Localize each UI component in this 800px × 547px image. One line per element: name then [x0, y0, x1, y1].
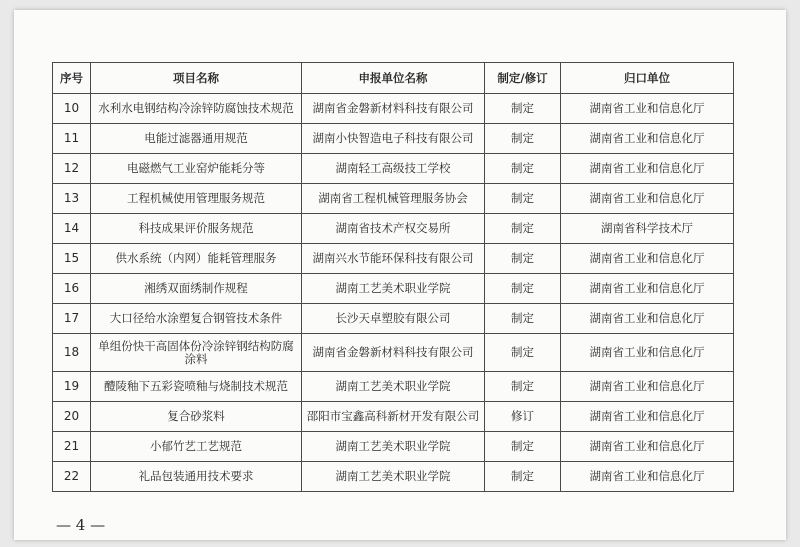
table-row: [53, 462, 734, 492]
cell-no: 20: [53, 402, 91, 432]
cell-type: 制定: [485, 274, 561, 304]
cell-department: 湖南省工业和信息化厅: [561, 372, 734, 402]
standards-table: [52, 62, 734, 492]
cell-no: 16: [53, 274, 91, 304]
cell-no: 10: [53, 94, 91, 124]
cell-no: 15: [53, 244, 91, 274]
cell-department: 湖南省工业和信息化厅: [561, 244, 734, 274]
cell-project-name: 工程机械使用管理服务规范: [91, 184, 302, 214]
cell-applicant: 湖南省工程机械管理服务协会: [302, 184, 485, 214]
table-row: [53, 184, 734, 214]
cell-no: 19: [53, 372, 91, 402]
table-row: [53, 402, 734, 432]
table-row: [53, 214, 734, 244]
cell-type: 制定: [485, 154, 561, 184]
cell-no: 21: [53, 432, 91, 462]
cell-applicant: 长沙天卓塑胶有限公司: [302, 304, 485, 334]
cell-department: 湖南省科学技术厅: [561, 214, 734, 244]
page-number: — 4 —: [56, 516, 106, 534]
cell-department: 湖南省工业和信息化厅: [561, 304, 734, 334]
cell-applicant: 湖南省技术产权交易所: [302, 214, 485, 244]
header-type: 制定/修订: [485, 63, 561, 94]
cell-type: 制定: [485, 432, 561, 462]
header-applicant: 申报单位名称: [302, 63, 485, 94]
table-row: [53, 372, 734, 402]
cell-department: 湖南省工业和信息化厅: [561, 432, 734, 462]
cell-department: 湖南省工业和信息化厅: [561, 402, 734, 432]
table-row: [53, 274, 734, 304]
cell-project-name: 单组份快干高固体份冷涂锌钢结构防腐涂料: [91, 334, 302, 372]
cell-no: 17: [53, 304, 91, 334]
table-header-row: [53, 63, 734, 94]
cell-applicant: 邵阳市宝鑫高科新材开发有限公司: [302, 402, 485, 432]
cell-project-name: 湘绣双面绣制作规程: [91, 274, 302, 304]
cell-project-name: 礼品包装通用技术要求: [91, 462, 302, 492]
cell-applicant: 湖南小快智造电子科技有限公司: [302, 124, 485, 154]
cell-department: 湖南省工业和信息化厅: [561, 334, 734, 372]
cell-project-name: 供水系统（内网）能耗管理服务: [91, 244, 302, 274]
cell-project-name: 醴陵釉下五彩瓷喷釉与烧制技术规范: [91, 372, 302, 402]
cell-department: 湖南省工业和信息化厅: [561, 462, 734, 492]
cell-type: 制定: [485, 372, 561, 402]
cell-applicant: 湖南省金磐新材料科技有限公司: [302, 94, 485, 124]
table-row: [53, 334, 734, 372]
cell-project-name: 大口径给水涂塑复合钢管技术条件: [91, 304, 302, 334]
cell-project-name: 水利水电钢结构冷涂锌防腐蚀技术规范: [91, 94, 302, 124]
cell-no: 14: [53, 214, 91, 244]
table-row: [53, 94, 734, 124]
cell-type: 制定: [485, 124, 561, 154]
cell-no: 11: [53, 124, 91, 154]
header-no: 序号: [53, 63, 91, 94]
cell-type: 修订: [485, 402, 561, 432]
cell-applicant: 湖南工艺美术职业学院: [302, 274, 485, 304]
table-row: [53, 124, 734, 154]
cell-applicant: 湖南工艺美术职业学院: [302, 432, 485, 462]
cell-project-name: 复合砂浆料: [91, 402, 302, 432]
table-row: [53, 244, 734, 274]
cell-type: 制定: [485, 184, 561, 214]
header-department: 归口单位: [561, 63, 734, 94]
cell-department: 湖南省工业和信息化厅: [561, 184, 734, 214]
cell-project-name: 科技成果评价服务规范: [91, 214, 302, 244]
table-row: [53, 154, 734, 184]
cell-applicant: 湖南工艺美术职业学院: [302, 372, 485, 402]
table-row: [53, 304, 734, 334]
cell-department: 湖南省工业和信息化厅: [561, 154, 734, 184]
cell-applicant: 湖南兴水节能环保科技有限公司: [302, 244, 485, 274]
cell-department: 湖南省工业和信息化厅: [561, 124, 734, 154]
cell-project-name: 电磁燃气工业窑炉能耗分等: [91, 154, 302, 184]
cell-project-name: 电能过滤器通用规范: [91, 124, 302, 154]
cell-type: 制定: [485, 304, 561, 334]
cell-type: 制定: [485, 334, 561, 372]
document-page: [14, 10, 786, 540]
cell-project-name: 小郁竹艺工艺规范: [91, 432, 302, 462]
cell-no: 13: [53, 184, 91, 214]
cell-type: 制定: [485, 462, 561, 492]
cell-type: 制定: [485, 94, 561, 124]
cell-type: 制定: [485, 214, 561, 244]
cell-no: 18: [53, 334, 91, 372]
cell-no: 12: [53, 154, 91, 184]
cell-applicant: 湖南省金磐新材料科技有限公司: [302, 334, 485, 372]
cell-applicant: 湖南工艺美术职业学院: [302, 462, 485, 492]
cell-type: 制定: [485, 244, 561, 274]
table-row: [53, 432, 734, 462]
cell-department: 湖南省工业和信息化厅: [561, 94, 734, 124]
cell-no: 22: [53, 462, 91, 492]
header-project-name: 项目名称: [91, 63, 302, 94]
cell-applicant: 湖南轻工高级技工学校: [302, 154, 485, 184]
cell-department: 湖南省工业和信息化厅: [561, 274, 734, 304]
